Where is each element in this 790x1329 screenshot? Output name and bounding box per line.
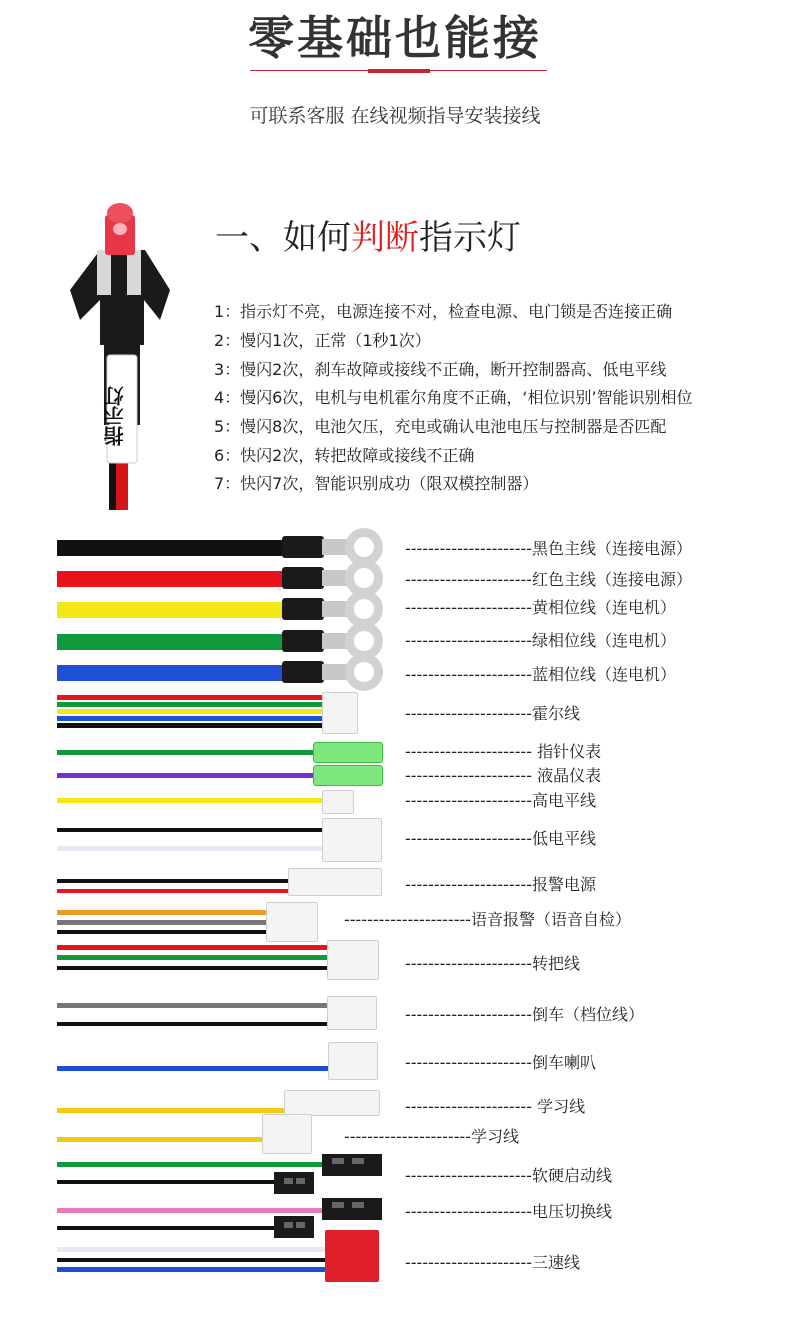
- wire-label: ---------------------- 液晶仪表: [405, 766, 602, 785]
- section-title: [215, 210, 521, 259]
- three-speed-wire-white: [57, 1247, 325, 1252]
- throttle-wire-green: [57, 955, 327, 960]
- low-level-wire-black: [57, 828, 323, 832]
- wire-label: ----------------------霍尔线: [405, 704, 581, 723]
- indicator-rule: 6：快闪2次，转把故障或接线不正确: [214, 446, 475, 465]
- wire-label: ----------------------倒车喇叭: [405, 1053, 597, 1072]
- wire-label: ----------------------软硬启动线: [405, 1166, 613, 1185]
- wire-label: ----------------------绿相位线（连电机）: [405, 631, 677, 650]
- low-level-connector: [322, 818, 382, 862]
- red-main-wire: [57, 571, 289, 587]
- lcd-meter-connector: [313, 765, 383, 786]
- wire-label: ---------------------- 学习线: [405, 1097, 586, 1116]
- wire-label: ----------------------语音报警（语音自检）: [344, 910, 632, 929]
- wire-label: ----------------------报警电源: [405, 875, 597, 894]
- voltage-switch-wire-black: [57, 1226, 275, 1230]
- hall-wire-blue: [57, 716, 323, 721]
- black-main-wire: [57, 540, 289, 556]
- blue-phase-wire: [57, 665, 289, 681]
- reverse-horn-wire: [57, 1066, 329, 1071]
- reverse-wire-black: [57, 1022, 327, 1026]
- reverse-connector: [327, 996, 377, 1030]
- high-level-connector: [322, 790, 354, 814]
- voice-alarm-connector: [266, 902, 318, 942]
- voice-alarm-wire-black: [57, 930, 267, 934]
- indicator-rule: 1：指示灯不亮，电源连接不对，检查电源、电门锁是否连接正确: [214, 302, 673, 321]
- page-subtitle: 可联系客服 在线视频指导安装接线: [249, 105, 541, 127]
- alarm-power-wire-red: [57, 889, 289, 893]
- hall-wire-yellow: [57, 709, 323, 714]
- indicator-tag-label: 指示灯: [103, 386, 127, 446]
- indicator-rule: 5：慢闪8次，电池欠压，充电或确认电池电压与控制器是否匹配: [214, 417, 667, 436]
- throttle-connector: [327, 940, 379, 980]
- green-phase-wire: [57, 634, 289, 650]
- lcd-meter-wire: [57, 773, 315, 778]
- wire-label: ----------------------黑色主线（连接电源）: [405, 539, 693, 558]
- throttle-wire-black: [57, 966, 327, 970]
- throttle-wire-red: [57, 945, 327, 950]
- learning-connector-1: [284, 1090, 380, 1116]
- yellow-phase-wire: [57, 602, 289, 618]
- three-speed-wire-black: [57, 1258, 325, 1262]
- voice-alarm-wire-gray: [57, 920, 267, 925]
- three-speed-connector: [325, 1230, 379, 1282]
- three-speed-wire-blue: [57, 1267, 325, 1272]
- hall-wire-green: [57, 702, 323, 707]
- title-divider-accent: [368, 69, 430, 73]
- wire-label: ----------------------低电平线: [405, 829, 597, 848]
- voice-alarm-wire-orange: [57, 910, 267, 915]
- wire-label: ----------------------倒车（档位线）: [405, 1005, 645, 1024]
- learning-wire-1: [57, 1108, 285, 1113]
- pointer-meter-connector: [313, 742, 383, 763]
- hall-wire-black: [57, 723, 323, 728]
- wire-label: ---------------------- 指针仪表: [405, 742, 602, 761]
- section-title-pre: 一、如何: [215, 218, 351, 258]
- alarm-power-connector: [288, 868, 382, 896]
- wire-label: ----------------------学习线: [344, 1127, 520, 1146]
- wire-label: ----------------------黄相位线（连电机）: [405, 598, 677, 617]
- soft-start-wire-black: [57, 1180, 275, 1184]
- wire-label: ----------------------电压切换线: [405, 1202, 613, 1221]
- alarm-power-wire-black: [57, 879, 289, 883]
- hall-connector: [322, 692, 358, 734]
- hall-wire-red: [57, 695, 323, 700]
- ring-lug-terminals: [282, 524, 392, 694]
- wire-label: ----------------------转把线: [405, 954, 581, 973]
- section-title-post: 指示灯: [419, 218, 521, 258]
- learning-wire-2: [57, 1137, 263, 1142]
- page-title: 零基础也能接: [248, 11, 542, 65]
- wire-label: ----------------------红色主线（连接电源）: [405, 570, 693, 589]
- wire-label: ----------------------高电平线: [405, 791, 597, 810]
- reverse-wire-gray: [57, 1003, 327, 1008]
- section-title-highlight: 判断: [351, 218, 419, 258]
- wire-label: ----------------------蓝相位线（连电机）: [405, 665, 677, 684]
- indicator-light-image: [60, 195, 175, 510]
- low-level-wire-white: [57, 846, 323, 851]
- indicator-rule: 7：快闪7次，智能识别成功（限双模控制器）: [214, 474, 539, 493]
- indicator-rule: 4：慢闪6次，电机与电机霍尔角度不正确，‘相位识别’智能识别相位: [214, 388, 693, 407]
- high-level-wire: [57, 798, 323, 803]
- indicator-rule: 2：慢闪1次，正常（1秒1次）: [214, 331, 431, 350]
- wire-label: ----------------------三速线: [405, 1253, 581, 1272]
- indicator-rule: 3：慢闪2次，刹车故障或接线不正确，断开控制器高、低电平线: [214, 360, 667, 379]
- learning-connector-2: [262, 1114, 312, 1154]
- reverse-horn-connector: [328, 1042, 378, 1080]
- pointer-meter-wire: [57, 750, 315, 755]
